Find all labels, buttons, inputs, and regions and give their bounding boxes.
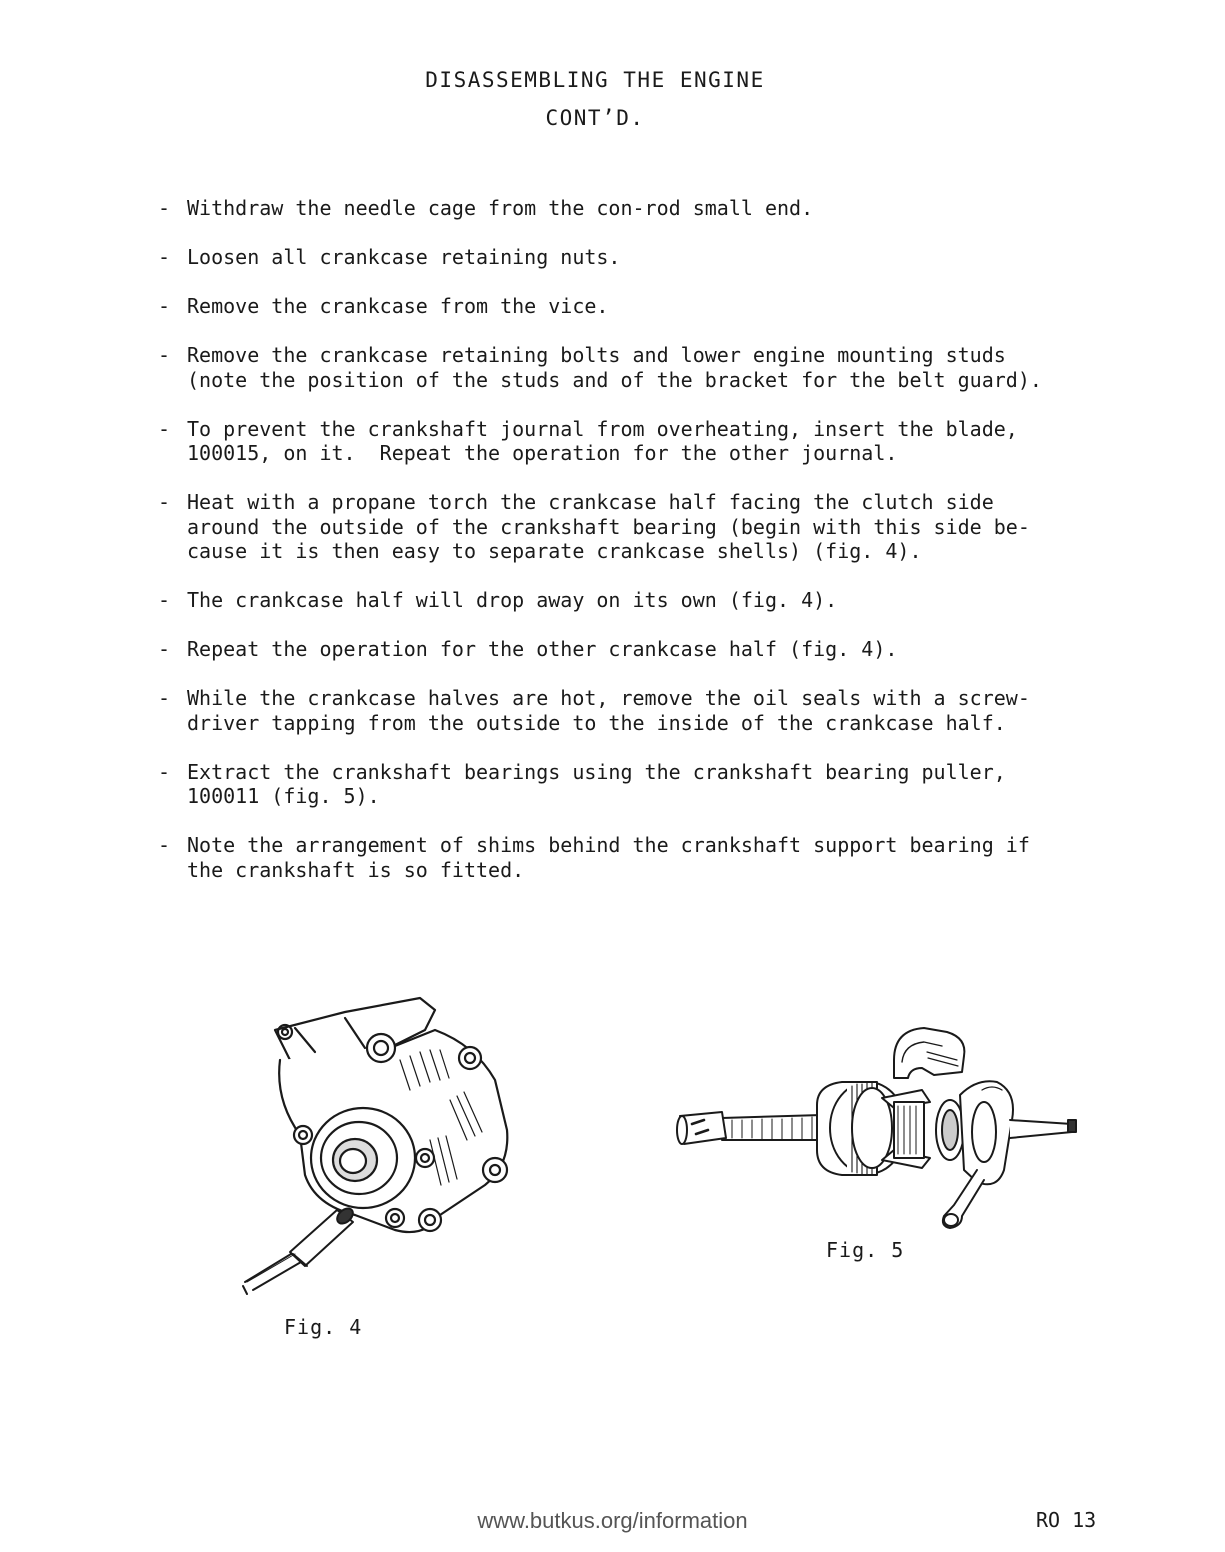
- figure-caption-fig4: Fig. 4: [284, 1315, 363, 1339]
- bullet-dash-icon: -: [158, 416, 171, 441]
- list-item: - To prevent the crankshaft journal from overheating, insert the blade, 100015, on it. Repeat the operation for the other journal.: [158, 416, 1018, 465]
- page-subtitle: CONT’D.: [545, 106, 645, 130]
- bullet-dash-icon: -: [158, 294, 171, 318]
- list-item: - Loosen all crankcase retaining nuts.: [158, 245, 621, 269]
- figure-caption-fig5: Fig. 5: [826, 1238, 905, 1262]
- bullet-dash-icon: -: [158, 637, 171, 661]
- list-item: - Withdraw the needle cage from the con-rod small end.: [158, 196, 814, 220]
- bullet-dash-icon: -: [158, 588, 171, 612]
- list-item: - Remove the crankcase retaining bolts and lower engine mounting studs (note the position of the studs and of the bracket for the belt guard).: [158, 343, 1042, 392]
- footer-url: www.butkus.org/information: [477, 1508, 748, 1533]
- list-item: - Remove the crankcase from the vice.: [158, 294, 609, 318]
- list-item: - Heat with a propane torch the crankcase half facing the clutch side around the outside of the crankshaft bearing (begin with this side be- cause it is then easy to separate crankcase shells) (fig. 4).: [158, 490, 1030, 563]
- list-item: - Repeat the operation for the other crankcase half (fig. 4).: [158, 637, 898, 661]
- bullet-dash-icon: -: [158, 686, 171, 710]
- bullet-dash-icon: -: [158, 759, 171, 784]
- crankcase-half-with-torch-illustration: [235, 990, 525, 1300]
- bullet-dash-icon: -: [158, 490, 171, 514]
- bullet-dash-icon: -: [158, 343, 171, 367]
- page-number: RO 13: [1036, 1508, 1097, 1532]
- list-item: - Extract the crankshaft bearings using the crankshaft bearing puller, 100011 (fig. 5).: [158, 759, 1006, 808]
- crankshaft-bearing-puller-illustration: [672, 1020, 1087, 1230]
- bullet-dash-icon: -: [158, 196, 171, 220]
- bullet-dash-icon: -: [158, 833, 171, 857]
- instruction-list: [158, 196, 1058, 907]
- list-item: - The crankcase half will drop away on its own (fig. 4).: [158, 588, 838, 612]
- list-item: - While the crankcase halves are hot, remove the oil seals with a screw- driver tapping from the outside to the inside of the crankcase half.: [158, 686, 1030, 735]
- page-title: DISASSEMBLING THE ENGINE: [425, 68, 765, 92]
- list-item: - Note the arrangement of shims behind the crankshaft support bearing if the crankshaft is so fitted.: [158, 833, 1030, 882]
- bullet-dash-icon: -: [158, 245, 171, 269]
